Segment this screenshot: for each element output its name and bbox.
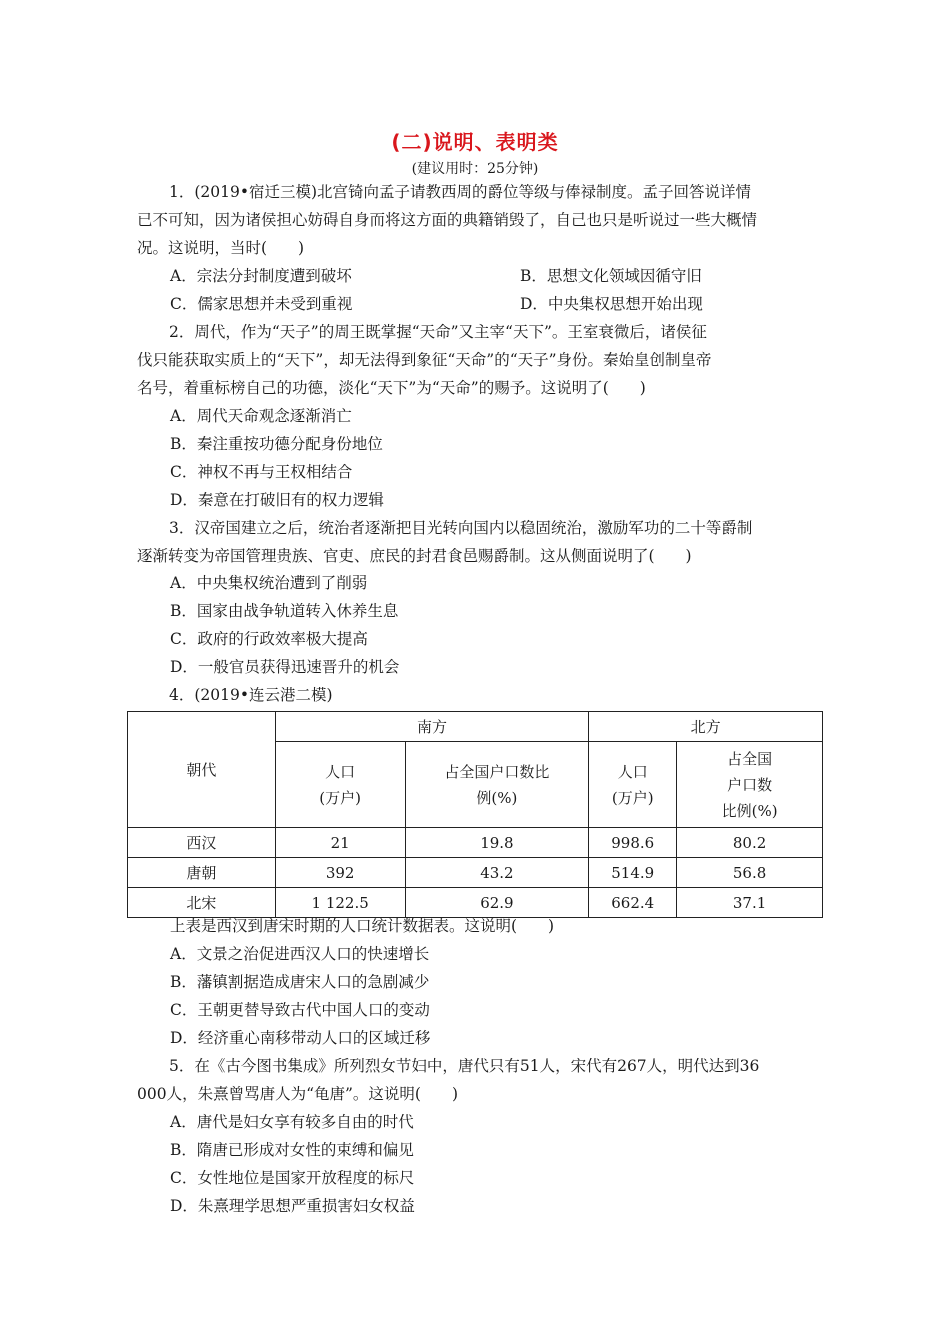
- question-1-option-c[interactable]: C．儒家思想并未受到重视: [170, 295, 353, 313]
- table-row: [128, 858, 823, 888]
- question-2-option-c[interactable]: C．神权不再与王权相结合: [170, 463, 353, 481]
- table-cell: 唐朝: [128, 858, 276, 888]
- question-1-option-b[interactable]: B．思想文化领域因循守旧: [520, 267, 702, 285]
- question-4-option-b[interactable]: B．藩镇割据造成唐宋人口的急剧减少: [170, 973, 430, 991]
- table-cell: 56.8: [677, 858, 823, 888]
- header-north-population: 人口 (万户): [589, 742, 677, 828]
- table-cell: 998.6: [589, 828, 677, 858]
- time-note: (建议用时：25分钟): [411, 161, 539, 177]
- table-cell: 662.4: [589, 888, 677, 918]
- question-1-line-1: 1．(2019•宿迁三模)北宫锜向孟子请教西周的爵位等级与俸禄制度。孟子回答说详情: [169, 183, 752, 201]
- table-cell: 37.1: [677, 888, 823, 918]
- question-2-line-3: 名号，着重标榜自己的功德，淡化“天下”为“天命”的赐予。这说明了( ): [137, 379, 646, 397]
- question-5-line-2: 000人，朱熹曾骂唐人为“龟唐”。这说明( ): [137, 1085, 459, 1103]
- question-2-option-b[interactable]: B．秦注重按功德分配身份地位: [170, 435, 383, 453]
- question-2-option-a[interactable]: A．周代天命观念逐渐消亡: [170, 407, 352, 425]
- table-cell: 19.8: [405, 828, 589, 858]
- question-4-option-d[interactable]: D．经济重心南移带动人口的区域迁移: [170, 1029, 431, 1047]
- question-4: [137, 681, 817, 709]
- question-5-option-b[interactable]: B．隋唐已形成对女性的束缚和偏见: [170, 1141, 414, 1159]
- question-3-line-2: 逐渐转变为帝国管理贵族、官吏、庶民的封君食邑赐爵制。这从侧面说明了( ): [137, 547, 692, 565]
- question-5-option-a[interactable]: A．唐代是妇女享有较多自由的时代: [170, 1113, 414, 1131]
- header-north-ratio: 占全国 户口数 比例(%): [677, 742, 823, 828]
- question-1-line-2: 已不可知，因为诸侯担心妨碍自身而将这方面的典籍销毁了，自己也只是听说过一些大概情: [137, 211, 758, 229]
- question-5: [137, 1052, 817, 1108]
- question-4-stem: 上表是西汉到唐宋时期的人口统计数据表。这说明( ): [170, 917, 555, 935]
- header-south-ratio: 占全国户口数比 例(%): [405, 742, 589, 828]
- question-1-line-3: 况。这说明，当时( ): [137, 239, 305, 257]
- question-3-option-a[interactable]: A．中央集权统治遭到了削弱: [170, 574, 368, 592]
- table-cell: 514.9: [589, 858, 677, 888]
- question-1-option-d[interactable]: D．中央集权思想开始出现: [520, 295, 703, 313]
- population-table: [127, 711, 823, 918]
- question-3-option-d[interactable]: D．一般官员获得迅速晋升的机会: [170, 658, 400, 676]
- question-4-option-a[interactable]: A．文景之治促进西汉人口的快速增长: [170, 945, 430, 963]
- page-title: (二)说明、表明类: [391, 130, 559, 154]
- question-3-option-c[interactable]: C．政府的行政效率极大提高: [170, 630, 368, 648]
- question-2: [137, 318, 817, 402]
- question-1: [137, 178, 817, 262]
- question-5-line-1: 5．在《古今图书集成》所列烈女节妇中，唐代只有51人，宋代有267人，明代达到36: [169, 1057, 760, 1075]
- table-cell: 80.2: [677, 828, 823, 858]
- question-2-option-d[interactable]: D．秦意在打破旧有的权力逻辑: [170, 491, 384, 509]
- question-3-line-1: 3．汉帝国建立之后，统治者逐渐把目光转向国内以稳固统治，激励军功的二十等爵制: [169, 519, 753, 537]
- header-dynasty: 朝代: [128, 712, 276, 828]
- question-3: [137, 514, 817, 570]
- question-4-line-1: 4．(2019•连云港二模): [169, 686, 333, 704]
- header-south-population: 人口 (万户): [275, 742, 405, 828]
- table-cell: 43.2: [405, 858, 589, 888]
- question-1-option-a[interactable]: A．宗法分封制度遭到破坏: [170, 267, 352, 285]
- question-3-option-b[interactable]: B．国家由战争轨道转入休养生息: [170, 602, 399, 620]
- header-north: 北方: [589, 712, 823, 742]
- header-south: 南方: [275, 712, 589, 742]
- table-cell: 北宋: [128, 888, 276, 918]
- question-4-option-c[interactable]: C．王朝更替导致古代中国人口的变动: [170, 1001, 430, 1019]
- question-2-line-1: 2．周代，作为“天子”的周王既掌握“天命”又主宰“天下”。王室衰微后，诸侯征: [169, 323, 707, 341]
- table-row: [128, 828, 823, 858]
- table-cell: 62.9: [405, 888, 589, 918]
- table-cell: 西汉: [128, 828, 276, 858]
- table-cell: 21: [275, 828, 405, 858]
- question-5-option-d[interactable]: D．朱熹理学思想严重损害妇女权益: [170, 1197, 415, 1215]
- question-5-option-c[interactable]: C．女性地位是国家开放程度的标尺: [170, 1169, 415, 1187]
- question-2-line-2: 伐只能获取实质上的“天下”，却无法得到象征“天命”的“天子”身份。秦始皇创制皇帝: [137, 351, 712, 369]
- table-cell: 1 122.5: [275, 888, 405, 918]
- table-cell: 392: [275, 858, 405, 888]
